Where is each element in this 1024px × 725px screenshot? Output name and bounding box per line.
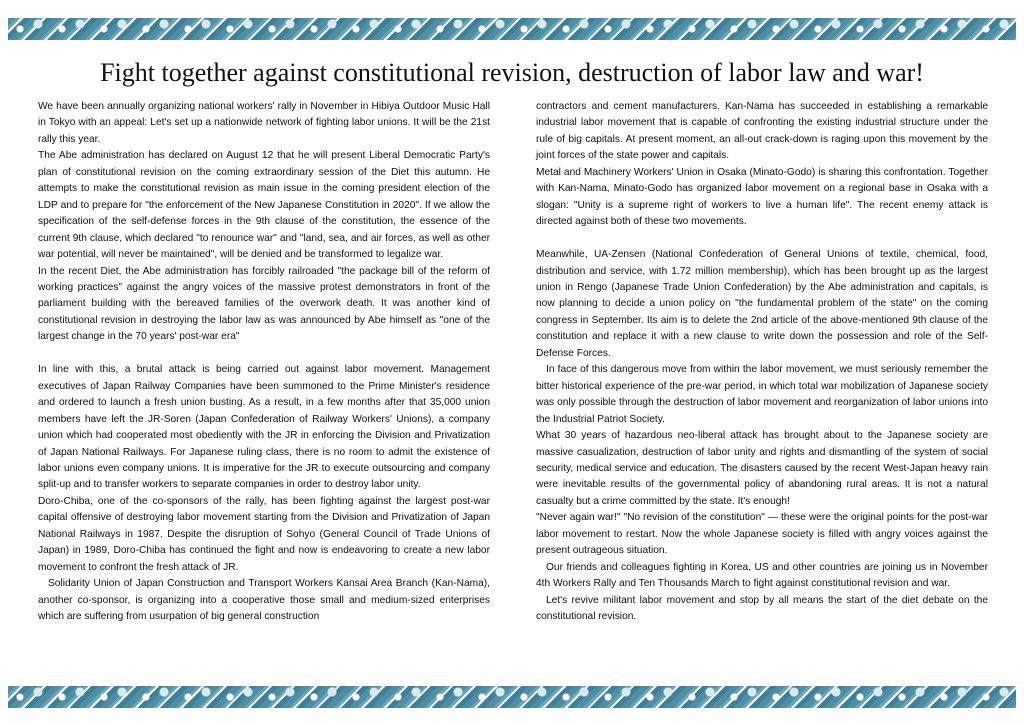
paragraph: Metal and Machinery Workers' Union in Osaka (Minato-Godo) is sharing this confrontation. Together with Kan-Nama, Minato-Godo has organized labor movement on a regional base in Osaka with a slogan: "Unity is a supreme right of workers to live a human life". The recent enemy attack is directed against both of these two movements. <box>536 166 988 228</box>
paragraph: In face of this dangerous move from within the labor movement, we must seriously remember the bitter historical experience of the pre-war period, in which total war mobilization of Japanese society was only possible through the destruction of labor movement and reorganization of labor unions into the Industrial Patriot Society. <box>536 364 988 425</box>
paragraph: Our friends and colleagues fighting in Korea, US and other countries are joining us in November 4th Workers Rally and Ten Thousands March to fight against constitutional revision and war. <box>536 561 988 590</box>
left-column <box>38 99 490 625</box>
paragraph: Doro-Chiba, one of the co-sponsors of the rally, has been fighting against the largest post-war capital offensive of destroying labor movement starting from the Division and Privatization of Japan National Railways in 1987. Despite the disruption of Sohyo (General Council of Trade Unions of Japan) in 1989, Doro-Chiba has continued the fight and now is endeavoring to create a new labor movement to confront the fresh attack of JR. <box>38 495 490 573</box>
paragraph: Solidarity Union of Japan Construction and Transport Workers Kansai Area Branch (Kan-Nama), another co-sponsor, is organizing into a cooperative those small and medium-sized enterprises which are suffering from usurpation of big general construction <box>38 578 490 623</box>
paragraph: "Never again war!" "No revision of the constitution" — these were the original points for the post-war labor movement to restart. Now the whole Japanese society is filled with angry voices against the present outrageous situation. <box>536 512 988 557</box>
bottom-floral-border <box>8 686 1016 708</box>
paragraph: What 30 years of hazardous neo-liberal attack has brought about to the Japanese society are massive casualization, destruction of labor unity and rights and dismantling of the system of social security, medical service and education. The disasters caused by the recent West-Japan heavy rain were inevitable results of the governmental policy of abandoning rural areas. It is not a natural casualty but a crime committed by the state. It's enough! <box>536 430 988 507</box>
top-floral-border <box>8 18 1016 40</box>
paragraph: We have been annually organizing national workers' rally in November in Hibiya Outdoor Music Hall in Tokyo with an appeal: Let's set up a nationwide network of fighting labor unions. It will be the 21st rally this year. <box>38 101 490 145</box>
right-column <box>536 99 988 625</box>
paragraph: Let's revive militant labor movement and stop by all means the start of the diet debate on the constitutional revision. <box>536 594 988 623</box>
paragraph: In line with this, a brutal attack is being carried out against labor movement. Management executives of Japan Railway Companies have been summoned to the Prime Minister's residence and ordered to launch a fresh union busting. As a result, in a few months after that 35,000 union members have left the JR-Soren (Japan Confederation of Railway Workers' Unions), a company union which had cooperated most obediently with the JR in enforcing the Division and Privatization of Japan National Railways. For Japanese ruling class, there is no room to admit the existence of labor unions even company unions. It is imperative for the JR to execute outsourcing and company split-up and to transfer workers to separate companies in order to destroy labor unity. <box>38 364 490 491</box>
paragraph: Meanwhile, UA-Zensen (National Confederation of General Unions of textile, chemical, food, distribution and service, with 1.72 million membership), which has been brought up as the largest union in Rengo (Japanese Trade Union Confederation) by the Abe administration and capitals, is now planning to decide a union policy on "the fundamental problem of the state" on the coming congress in September. Its aim is to delete the 2nd article of the above-mentioned 9th clause of the constitution and replace it with a new clause to write down the possession and role of the Self-Defense Forces. <box>536 249 988 359</box>
page-title: Fight together against constitutional revision, destruction of labor law and war! <box>100 58 924 87</box>
paragraph: In the recent Diet, the Abe administration has forcibly railroaded "the package bill of the reform of working practices" against the angry voices of the massive protest demonstrators in front of the parliament building with the bereaved families of the overwork death. It was another kind of constitutional revision in destroying the labor law as was announced by Abe himself as "one of the largest change in the 70 years' post-war era" <box>38 265 490 343</box>
paragraph: contractors and cement manufacturers. Kan-Nama has succeeded in establishing a remarkable industrial labor movement that is capable of confronting the existing industrial structure under the rule of big capitals. At present moment, an all-out crack-down is raging upon this movement by the joint forces of the state power and capitals. <box>536 101 988 162</box>
paragraph: The Abe administration has declared on August 12 that he will present Liberal Democratic Party's plan of constitutional revision on the coming extraordinary session of the Diet this autumn. He attempts to make the constitutional revision as main issue in the coming president election of the LDP and to prepare for "the enforcement of the New Japanese Constitution in 2020". If we allow the specification of the self-defense forces in the 9th clause of the constitution, the essence of the current 9th clause, which declared "to renounce war" and "land, sea, and air forces, as well as other war potential, will never be maintained", will be denied and be transformed to legalize war. <box>38 150 490 261</box>
